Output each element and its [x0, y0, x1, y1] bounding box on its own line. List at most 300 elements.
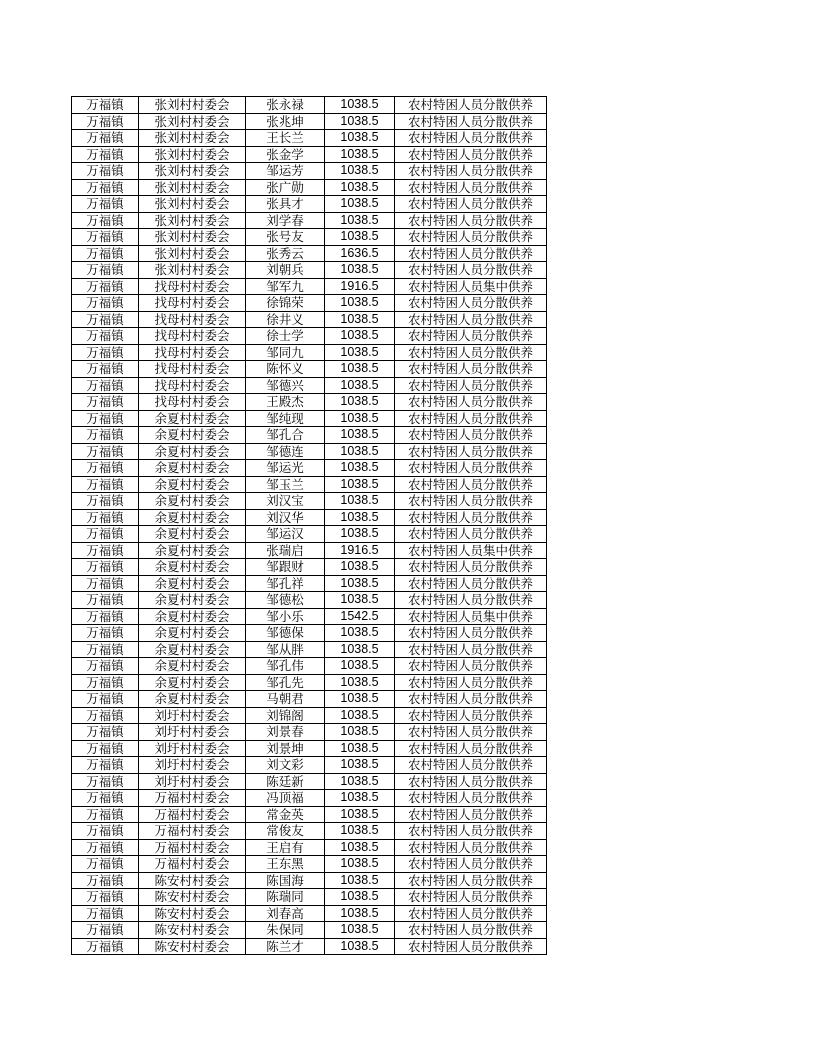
- town-cell: 万福镇: [72, 361, 139, 378]
- village-cell: 张刘村村委会: [139, 196, 246, 213]
- name-cell: 刘锦阁: [246, 707, 325, 724]
- village-cell: 万福村村委会: [139, 823, 246, 840]
- table-row: [72, 163, 547, 180]
- amount-cell: 1038.5: [325, 394, 395, 411]
- table-row: [72, 460, 547, 477]
- name-cell: 邹孔祥: [246, 575, 325, 592]
- name-cell: 陈国海: [246, 872, 325, 889]
- amount-cell: 1038.5: [325, 806, 395, 823]
- support-type-cell: 农村特困人员分散供养: [395, 724, 547, 741]
- name-cell: 邹德兴: [246, 377, 325, 394]
- village-cell: 刘圩村村委会: [139, 740, 246, 757]
- town-cell: 万福镇: [72, 179, 139, 196]
- table-row: [72, 394, 547, 411]
- table-row: [72, 311, 547, 328]
- name-cell: 马朝君: [246, 691, 325, 708]
- table-row: [72, 592, 547, 609]
- amount-cell: 1636.5: [325, 245, 395, 262]
- village-cell: 找母村村委会: [139, 311, 246, 328]
- town-cell: 万福镇: [72, 262, 139, 279]
- town-cell: 万福镇: [72, 427, 139, 444]
- amount-cell: 1038.5: [325, 790, 395, 807]
- support-type-cell: 农村特困人员分散供养: [395, 113, 547, 130]
- name-cell: 陈怀义: [246, 361, 325, 378]
- town-cell: 万福镇: [72, 295, 139, 312]
- town-cell: 万福镇: [72, 146, 139, 163]
- name-cell: 邹运汉: [246, 526, 325, 543]
- support-type-cell: 农村特困人员分散供养: [395, 592, 547, 609]
- village-cell: 找母村村委会: [139, 361, 246, 378]
- village-cell: 刘圩村村委会: [139, 773, 246, 790]
- support-type-cell: 农村特困人员分散供养: [395, 130, 547, 147]
- table-row: [72, 410, 547, 427]
- support-type-cell: 农村特困人员分散供养: [395, 262, 547, 279]
- table-row: [72, 130, 547, 147]
- town-cell: 万福镇: [72, 113, 139, 130]
- table-row: [72, 229, 547, 246]
- table-row: [72, 542, 547, 559]
- town-cell: 万福镇: [72, 476, 139, 493]
- table-row: [72, 707, 547, 724]
- town-cell: 万福镇: [72, 245, 139, 262]
- town-cell: 万福镇: [72, 740, 139, 757]
- table-row: [72, 872, 547, 889]
- name-cell: 邹运芳: [246, 163, 325, 180]
- town-cell: 万福镇: [72, 872, 139, 889]
- table-row: [72, 856, 547, 873]
- town-cell: 万福镇: [72, 641, 139, 658]
- table-row: [72, 839, 547, 856]
- name-cell: 常俊友: [246, 823, 325, 840]
- support-type-cell: 农村特困人员分散供养: [395, 476, 547, 493]
- village-cell: 找母村村委会: [139, 344, 246, 361]
- town-cell: 万福镇: [72, 856, 139, 873]
- village-cell: 张刘村村委会: [139, 212, 246, 229]
- town-cell: 万福镇: [72, 196, 139, 213]
- amount-cell: 1038.5: [325, 97, 395, 114]
- town-cell: 万福镇: [72, 922, 139, 939]
- amount-cell: 1038.5: [325, 773, 395, 790]
- village-cell: 余夏村村委会: [139, 575, 246, 592]
- village-cell: 找母村村委会: [139, 394, 246, 411]
- table-row: [72, 146, 547, 163]
- amount-cell: 1038.5: [325, 938, 395, 955]
- village-cell: 万福村村委会: [139, 790, 246, 807]
- support-type-cell: 农村特困人员分散供养: [395, 410, 547, 427]
- village-cell: 余夏村村委会: [139, 625, 246, 642]
- name-cell: 邹军九: [246, 278, 325, 295]
- support-type-cell: 农村特困人员分散供养: [395, 757, 547, 774]
- support-type-cell: 农村特困人员分散供养: [395, 295, 547, 312]
- village-cell: 余夏村村委会: [139, 542, 246, 559]
- village-cell: 余夏村村委会: [139, 427, 246, 444]
- amount-cell: 1038.5: [325, 212, 395, 229]
- amount-cell: 1038.5: [325, 856, 395, 873]
- name-cell: 陈瑞同: [246, 889, 325, 906]
- support-type-cell: 农村特困人员集中供养: [395, 608, 547, 625]
- name-cell: 邹孔合: [246, 427, 325, 444]
- name-cell: 张号友: [246, 229, 325, 246]
- village-cell: 余夏村村委会: [139, 493, 246, 510]
- village-cell: 余夏村村委会: [139, 410, 246, 427]
- table-row: [72, 674, 547, 691]
- support-type-cell: 农村特困人员分散供养: [395, 196, 547, 213]
- table-row: [72, 493, 547, 510]
- name-cell: 朱保同: [246, 922, 325, 939]
- table-row: [72, 509, 547, 526]
- village-cell: 余夏村村委会: [139, 674, 246, 691]
- village-cell: 找母村村委会: [139, 377, 246, 394]
- table-row: [72, 427, 547, 444]
- village-cell: 张刘村村委会: [139, 179, 246, 196]
- amount-cell: 1038.5: [325, 328, 395, 345]
- support-type-cell: 农村特困人员分散供养: [395, 658, 547, 675]
- name-cell: 刘文彩: [246, 757, 325, 774]
- amount-cell: 1038.5: [325, 113, 395, 130]
- support-type-cell: 农村特困人员分散供养: [395, 922, 547, 939]
- village-cell: 张刘村村委会: [139, 245, 246, 262]
- amount-cell: 1038.5: [325, 262, 395, 279]
- town-cell: 万福镇: [72, 625, 139, 642]
- village-cell: 陈安村村委会: [139, 872, 246, 889]
- support-type-cell: 农村特困人员分散供养: [395, 575, 547, 592]
- town-cell: 万福镇: [72, 938, 139, 955]
- support-type-cell: 农村特困人员分散供养: [395, 839, 547, 856]
- town-cell: 万福镇: [72, 229, 139, 246]
- town-cell: 万福镇: [72, 130, 139, 147]
- village-cell: 余夏村村委会: [139, 476, 246, 493]
- name-cell: 邹跟财: [246, 559, 325, 576]
- town-cell: 万福镇: [72, 344, 139, 361]
- table-row: [72, 773, 547, 790]
- town-cell: 万福镇: [72, 707, 139, 724]
- support-type-cell: 农村特困人员分散供养: [395, 938, 547, 955]
- support-type-cell: 农村特困人员分散供养: [395, 790, 547, 807]
- support-type-cell: 农村特困人员分散供养: [395, 361, 547, 378]
- amount-cell: 1542.5: [325, 608, 395, 625]
- town-cell: 万福镇: [72, 278, 139, 295]
- support-type-cell: 农村特困人员分散供养: [395, 179, 547, 196]
- amount-cell: 1038.5: [325, 229, 395, 246]
- name-cell: 徐士学: [246, 328, 325, 345]
- name-cell: 邹玉兰: [246, 476, 325, 493]
- amount-cell: 1916.5: [325, 542, 395, 559]
- support-type-cell: 农村特困人员分散供养: [395, 460, 547, 477]
- name-cell: 陈兰才: [246, 938, 325, 955]
- town-cell: 万福镇: [72, 526, 139, 543]
- town-cell: 万福镇: [72, 410, 139, 427]
- name-cell: 邹德保: [246, 625, 325, 642]
- support-type-cell: 农村特困人员分散供养: [395, 806, 547, 823]
- amount-cell: 1038.5: [325, 311, 395, 328]
- town-cell: 万福镇: [72, 790, 139, 807]
- village-cell: 刘圩村村委会: [139, 707, 246, 724]
- amount-cell: 1038.5: [325, 905, 395, 922]
- support-type-cell: 农村特困人员分散供养: [395, 344, 547, 361]
- village-cell: 余夏村村委会: [139, 460, 246, 477]
- amount-cell: 1038.5: [325, 410, 395, 427]
- table-row: [72, 691, 547, 708]
- town-cell: 万福镇: [72, 608, 139, 625]
- name-cell: 陈廷新: [246, 773, 325, 790]
- amount-cell: 1038.5: [325, 493, 395, 510]
- amount-cell: 1038.5: [325, 922, 395, 939]
- support-type-cell: 农村特困人员分散供养: [395, 823, 547, 840]
- amount-cell: 1038.5: [325, 823, 395, 840]
- village-cell: 余夏村村委会: [139, 526, 246, 543]
- village-cell: 陈安村村委会: [139, 889, 246, 906]
- amount-cell: 1038.5: [325, 443, 395, 460]
- name-cell: 刘学春: [246, 212, 325, 229]
- name-cell: 刘景坤: [246, 740, 325, 757]
- name-cell: 邹纯现: [246, 410, 325, 427]
- name-cell: 刘朝兵: [246, 262, 325, 279]
- town-cell: 万福镇: [72, 542, 139, 559]
- name-cell: 王殿杰: [246, 394, 325, 411]
- table-row: [72, 196, 547, 213]
- name-cell: 邹德松: [246, 592, 325, 609]
- town-cell: 万福镇: [72, 724, 139, 741]
- name-cell: 张兆坤: [246, 113, 325, 130]
- town-cell: 万福镇: [72, 377, 139, 394]
- name-cell: 邹孔先: [246, 674, 325, 691]
- amount-cell: 1038.5: [325, 724, 395, 741]
- amount-cell: 1038.5: [325, 707, 395, 724]
- town-cell: 万福镇: [72, 394, 139, 411]
- name-cell: 邹运光: [246, 460, 325, 477]
- table-row: [72, 97, 547, 114]
- town-cell: 万福镇: [72, 757, 139, 774]
- town-cell: 万福镇: [72, 97, 139, 114]
- town-cell: 万福镇: [72, 328, 139, 345]
- village-cell: 余夏村村委会: [139, 658, 246, 675]
- table-row: [72, 526, 547, 543]
- name-cell: 张秀云: [246, 245, 325, 262]
- support-type-cell: 农村特困人员分散供养: [395, 856, 547, 873]
- support-type-cell: 农村特困人员分散供养: [395, 707, 547, 724]
- village-cell: 余夏村村委会: [139, 559, 246, 576]
- village-cell: 找母村村委会: [139, 328, 246, 345]
- name-cell: 张永禄: [246, 97, 325, 114]
- table-row: [72, 757, 547, 774]
- amount-cell: 1038.5: [325, 839, 395, 856]
- support-type-cell: 农村特困人员分散供养: [395, 889, 547, 906]
- table-row: [72, 658, 547, 675]
- town-cell: 万福镇: [72, 460, 139, 477]
- table-row: [72, 806, 547, 823]
- support-type-cell: 农村特困人员分散供养: [395, 443, 547, 460]
- village-cell: 找母村村委会: [139, 295, 246, 312]
- amount-cell: 1038.5: [325, 130, 395, 147]
- town-cell: 万福镇: [72, 806, 139, 823]
- town-cell: 万福镇: [72, 823, 139, 840]
- amount-cell: 1038.5: [325, 559, 395, 576]
- town-cell: 万福镇: [72, 212, 139, 229]
- support-type-cell: 农村特困人员分散供养: [395, 526, 547, 543]
- table-row: [72, 377, 547, 394]
- amount-cell: 1038.5: [325, 674, 395, 691]
- village-cell: 张刘村村委会: [139, 113, 246, 130]
- village-cell: 张刘村村委会: [139, 163, 246, 180]
- name-cell: 张具才: [246, 196, 325, 213]
- table-row: [72, 344, 547, 361]
- amount-cell: 1038.5: [325, 196, 395, 213]
- support-type-cell: 农村特困人员分散供养: [395, 872, 547, 889]
- support-type-cell: 农村特困人员分散供养: [395, 245, 547, 262]
- town-cell: 万福镇: [72, 592, 139, 609]
- village-cell: 张刘村村委会: [139, 262, 246, 279]
- village-cell: 张刘村村委会: [139, 146, 246, 163]
- table-row: [72, 476, 547, 493]
- support-type-cell: 农村特困人员分散供养: [395, 163, 547, 180]
- support-type-cell: 农村特困人员分散供养: [395, 394, 547, 411]
- support-type-cell: 农村特困人员分散供养: [395, 740, 547, 757]
- town-cell: 万福镇: [72, 658, 139, 675]
- amount-cell: 1038.5: [325, 476, 395, 493]
- village-cell: 余夏村村委会: [139, 608, 246, 625]
- table-row: [72, 245, 547, 262]
- name-cell: 冯顶福: [246, 790, 325, 807]
- support-type-cell: 农村特困人员分散供养: [395, 328, 547, 345]
- table-row: [72, 278, 547, 295]
- amount-cell: 1038.5: [325, 344, 395, 361]
- support-type-cell: 农村特困人员分散供养: [395, 311, 547, 328]
- amount-cell: 1038.5: [325, 179, 395, 196]
- amount-cell: 1038.5: [325, 641, 395, 658]
- amount-cell: 1038.5: [325, 872, 395, 889]
- village-cell: 余夏村村委会: [139, 509, 246, 526]
- name-cell: 张瑞启: [246, 542, 325, 559]
- name-cell: 邹从胖: [246, 641, 325, 658]
- table-row: [72, 113, 547, 130]
- name-cell: 王长兰: [246, 130, 325, 147]
- name-cell: 刘景春: [246, 724, 325, 741]
- amount-cell: 1038.5: [325, 509, 395, 526]
- table-row: [72, 641, 547, 658]
- table-row: [72, 889, 547, 906]
- amount-cell: 1038.5: [325, 757, 395, 774]
- support-type-cell: 农村特困人员分散供养: [395, 691, 547, 708]
- support-type-cell: 农村特困人员分散供养: [395, 625, 547, 642]
- table-row: [72, 212, 547, 229]
- village-cell: 万福村村委会: [139, 856, 246, 873]
- town-cell: 万福镇: [72, 559, 139, 576]
- name-cell: 邹同九: [246, 344, 325, 361]
- table-row: [72, 179, 547, 196]
- support-type-cell: 农村特困人员分散供养: [395, 674, 547, 691]
- support-type-cell: 农村特困人员分散供养: [395, 146, 547, 163]
- support-type-cell: 农村特困人员分散供养: [395, 773, 547, 790]
- amount-cell: 1038.5: [325, 526, 395, 543]
- village-cell: 余夏村村委会: [139, 592, 246, 609]
- support-type-cell: 农村特困人员分散供养: [395, 229, 547, 246]
- support-type-cell: 农村特困人员分散供养: [395, 559, 547, 576]
- table-row: [72, 938, 547, 955]
- village-cell: 陈安村村委会: [139, 922, 246, 939]
- table-row: [72, 443, 547, 460]
- support-type-cell: 农村特困人员分散供养: [395, 97, 547, 114]
- town-cell: 万福镇: [72, 443, 139, 460]
- village-cell: 张刘村村委会: [139, 229, 246, 246]
- village-cell: 万福村村委会: [139, 839, 246, 856]
- support-type-cell: 农村特困人员集中供养: [395, 542, 547, 559]
- support-type-cell: 农村特困人员分散供养: [395, 427, 547, 444]
- support-type-cell: 农村特困人员分散供养: [395, 641, 547, 658]
- amount-cell: 1038.5: [325, 592, 395, 609]
- amount-cell: 1038.5: [325, 377, 395, 394]
- table-row: [72, 625, 547, 642]
- table-row: [72, 328, 547, 345]
- town-cell: 万福镇: [72, 163, 139, 180]
- support-type-cell: 农村特困人员集中供养: [395, 278, 547, 295]
- table-body: [72, 97, 547, 955]
- table-row: [72, 361, 547, 378]
- town-cell: 万福镇: [72, 773, 139, 790]
- amount-cell: 1038.5: [325, 889, 395, 906]
- table-row: [72, 262, 547, 279]
- town-cell: 万福镇: [72, 905, 139, 922]
- amount-cell: 1038.5: [325, 460, 395, 477]
- amount-cell: 1038.5: [325, 427, 395, 444]
- name-cell: 刘春高: [246, 905, 325, 922]
- amount-cell: 1038.5: [325, 163, 395, 180]
- village-cell: 陈安村村委会: [139, 905, 246, 922]
- village-cell: 余夏村村委会: [139, 641, 246, 658]
- amount-cell: 1038.5: [325, 361, 395, 378]
- support-type-cell: 农村特困人员分散供养: [395, 905, 547, 922]
- name-cell: 张广勋: [246, 179, 325, 196]
- table-row: [72, 575, 547, 592]
- support-type-cell: 农村特困人员分散供养: [395, 509, 547, 526]
- village-cell: 张刘村村委会: [139, 130, 246, 147]
- town-cell: 万福镇: [72, 674, 139, 691]
- village-cell: 找母村村委会: [139, 278, 246, 295]
- table-row: [72, 740, 547, 757]
- table-row: [72, 823, 547, 840]
- table-row: [72, 724, 547, 741]
- town-cell: 万福镇: [72, 493, 139, 510]
- name-cell: 王启有: [246, 839, 325, 856]
- name-cell: 常金英: [246, 806, 325, 823]
- name-cell: 邹德连: [246, 443, 325, 460]
- amount-cell: 1038.5: [325, 575, 395, 592]
- amount-cell: 1038.5: [325, 295, 395, 312]
- amount-cell: 1038.5: [325, 658, 395, 675]
- table-row: [72, 608, 547, 625]
- amount-cell: 1038.5: [325, 691, 395, 708]
- amount-cell: 1916.5: [325, 278, 395, 295]
- village-cell: 张刘村村委会: [139, 97, 246, 114]
- beneficiary-table: [71, 96, 547, 955]
- town-cell: 万福镇: [72, 575, 139, 592]
- table-row: [72, 922, 547, 939]
- town-cell: 万福镇: [72, 889, 139, 906]
- amount-cell: 1038.5: [325, 625, 395, 642]
- town-cell: 万福镇: [72, 509, 139, 526]
- village-cell: 刘圩村村委会: [139, 757, 246, 774]
- table-row: [72, 790, 547, 807]
- table-row: [72, 295, 547, 312]
- town-cell: 万福镇: [72, 691, 139, 708]
- town-cell: 万福镇: [72, 311, 139, 328]
- support-type-cell: 农村特困人员分散供养: [395, 212, 547, 229]
- name-cell: 徐井义: [246, 311, 325, 328]
- table-row: [72, 905, 547, 922]
- name-cell: 张金学: [246, 146, 325, 163]
- village-cell: 陈安村村委会: [139, 938, 246, 955]
- name-cell: 徐锦荣: [246, 295, 325, 312]
- name-cell: 邹小乐: [246, 608, 325, 625]
